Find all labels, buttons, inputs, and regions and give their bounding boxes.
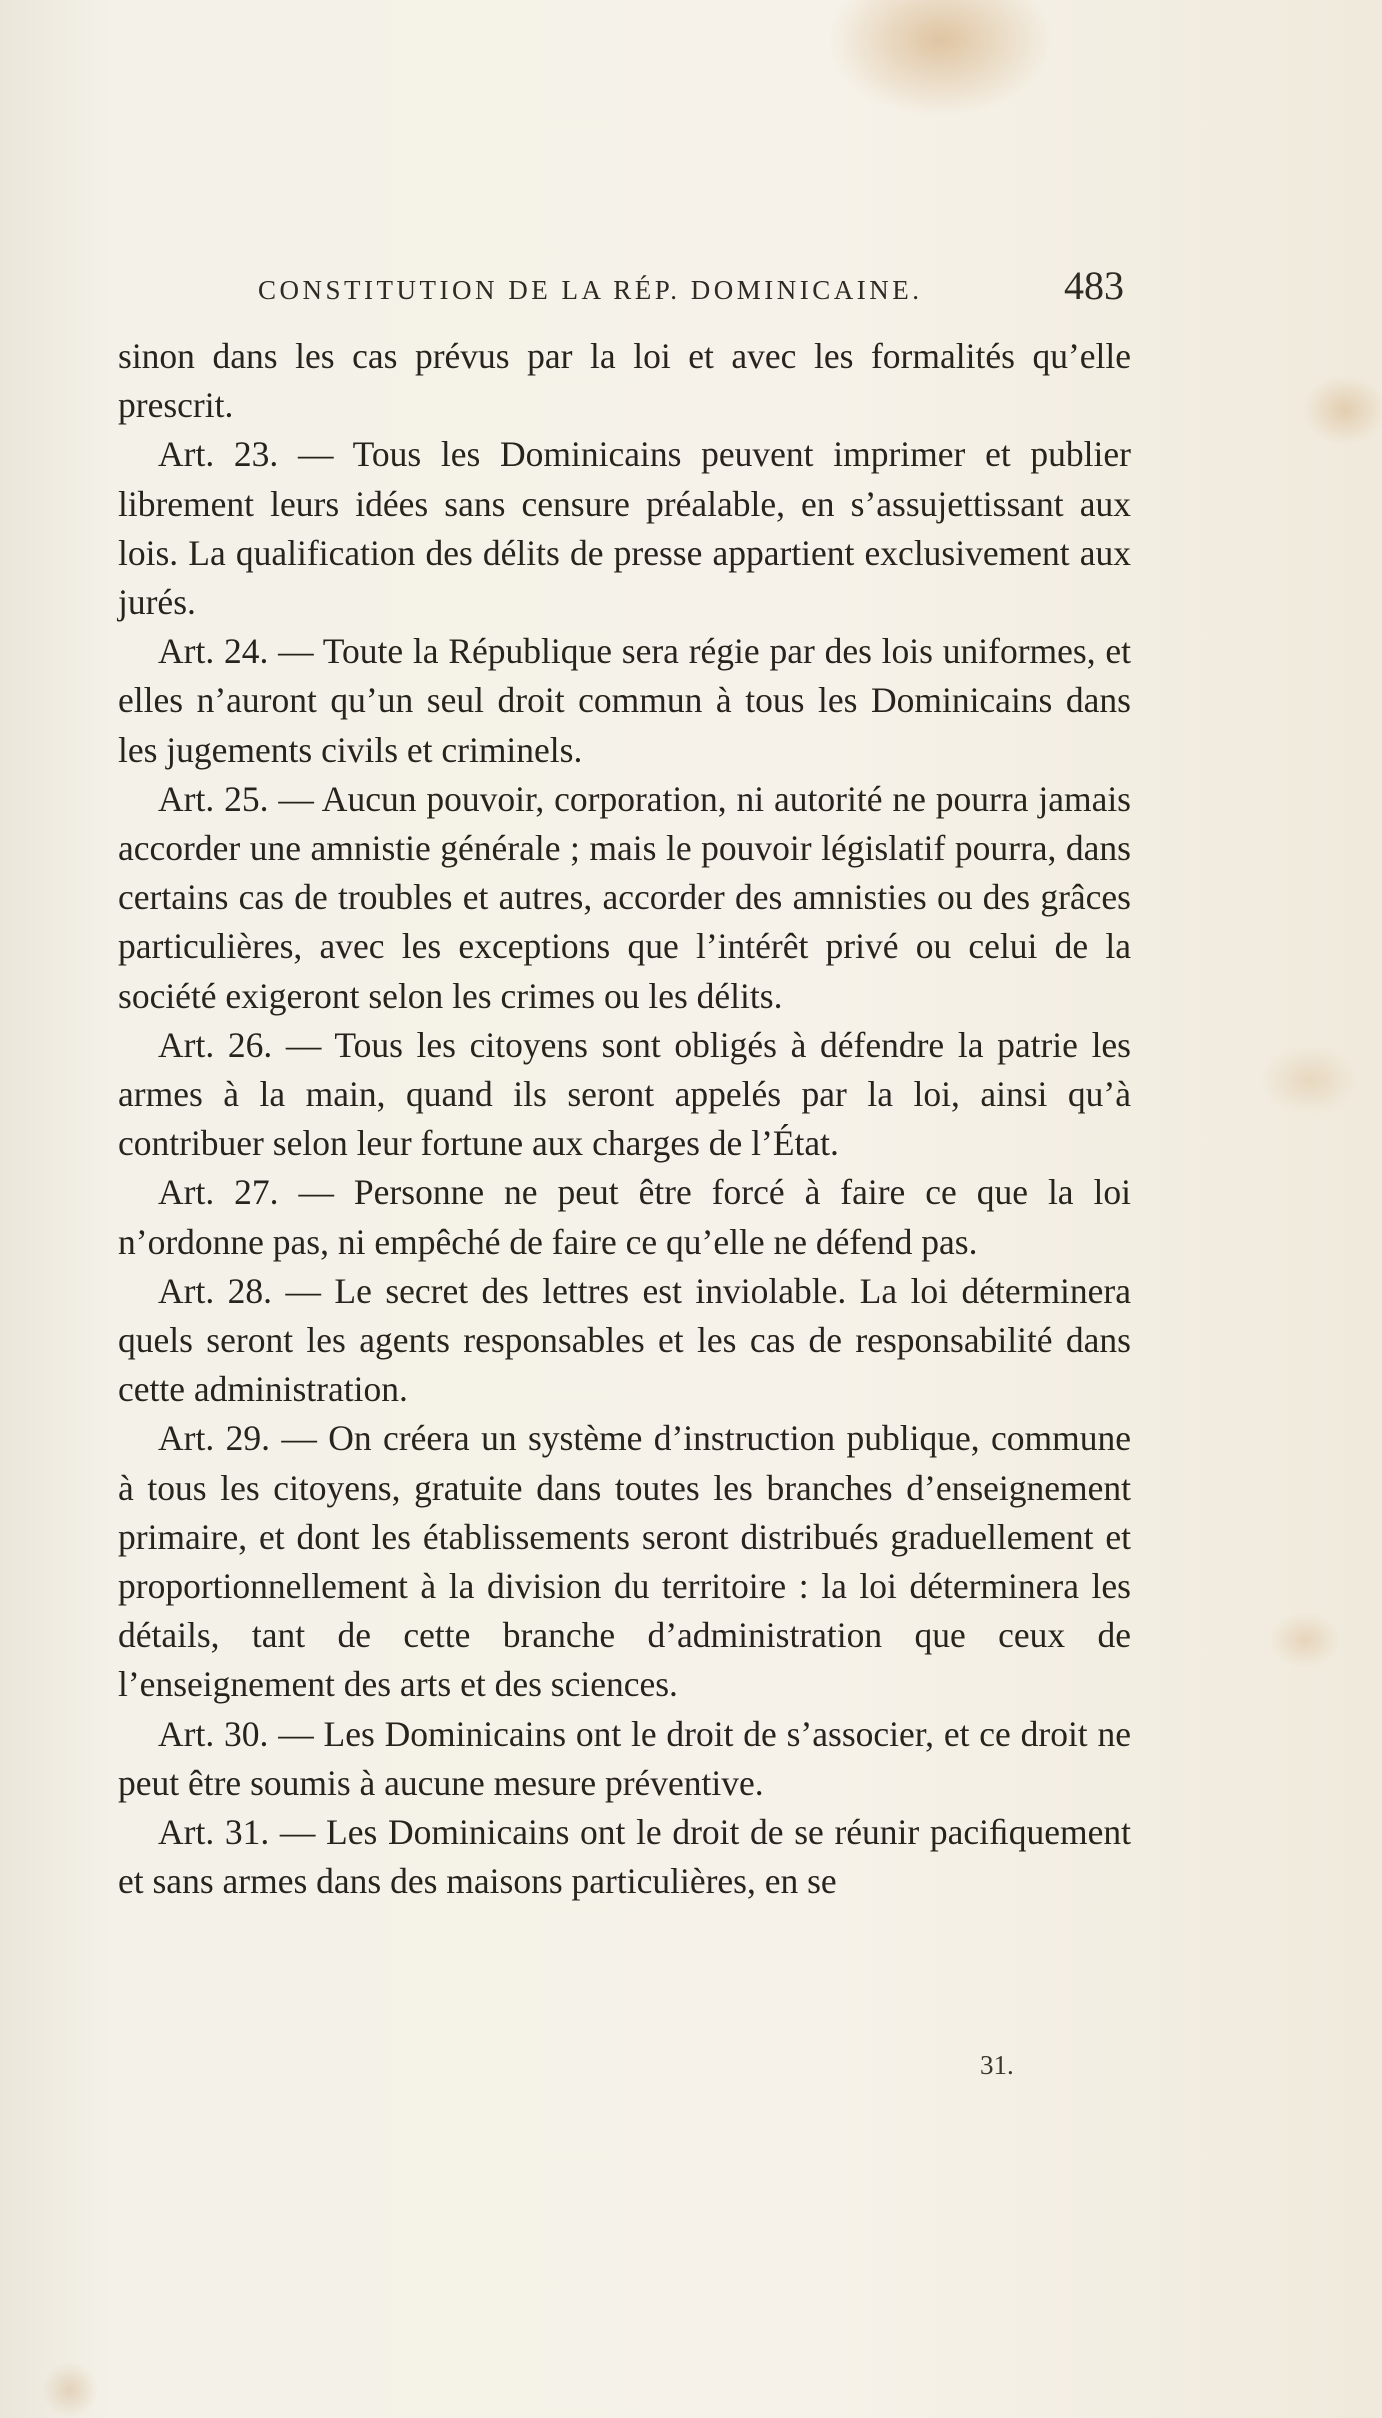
article-24: Art. 24. — Toute la République sera régie par des lois uniformes, et elles n’auront qu’un seul droit commun à tous les Dominicains dans les jugements civils et criminels. <box>118 631 1131 770</box>
article-26: Art. 26. — Tous les citoyens sont obligés à défendre la patrie les armes à la main, quand ils seront appelés par la loi, ainsi qu’à contribuer selon leur fortune aux charges de l’État. <box>118 1024 1131 1164</box>
article-28: Art. 28. — Le secret des lettres est inviolable. La loi déterminera quels seront les agents responsables et les cas de responsabilité dans cette administration. <box>118 1270 1131 1410</box>
paragraph-continuation: sinon dans les cas prévus par la loi et avec les formalités qu’elle prescrit. <box>118 336 1131 426</box>
article-29: Art. 29. — On créera un système d’instruction publique, commune à tous les citoyens, gratuite dans toutes les branches d’enseignement primaire, et dont les établissements seront distribués graduellement et proportionnellement à la division du territoire : la loi déterminera les détails, tant de cette branche d’administration que ceux de l’enseignement des arts et des sciences. <box>118 1418 1131 1705</box>
signature-mark: 31. <box>980 2050 1014 2080</box>
article-25: Art. 25. — Aucun pouvoir, corporation, ni autorité ne pourra jamais accorder une amnistie générale ; mais le pouvoir législatif pourra, dans certains cas de troubles et autres, accorder des amnisties ou des grâces particulières, avec les exceptions que l’intérêt privé ou celui de la société exigeront selon les crimes ou les délits. <box>118 778 1131 1016</box>
article-23: Art. 23. — Tous les Dominicains peuvent imprimer et publier librement leurs idées sans censure préalable, en s’assujettissant aux lois. La qualification des délits de presse appartient exclusivement aux jurés. <box>118 434 1131 623</box>
running-head: CONSTITUTION DE LA RÉP. DOMINICAINE. <box>258 275 923 305</box>
article-30: Art. 30. — Les Dominicains ont le droit de s’associer, et ce droit ne peut être soumis à aucune mesure préventive. <box>118 1713 1131 1803</box>
body-text <box>118 332 1131 1907</box>
article-27: Art. 27. — Personne ne peut être forcé à faire ce que la loi n’ordonne pas, ni empêché de faire ce qu’elle ne défend pas. <box>118 1172 1131 1262</box>
article-31: Art. 31. — Les Dominicains ont le droit de se réunir paciﬁquement et sans armes dans des maisons particulières, en se <box>118 1812 1131 1902</box>
page-number: 483 <box>1064 263 1124 308</box>
page-header <box>258 262 1124 312</box>
